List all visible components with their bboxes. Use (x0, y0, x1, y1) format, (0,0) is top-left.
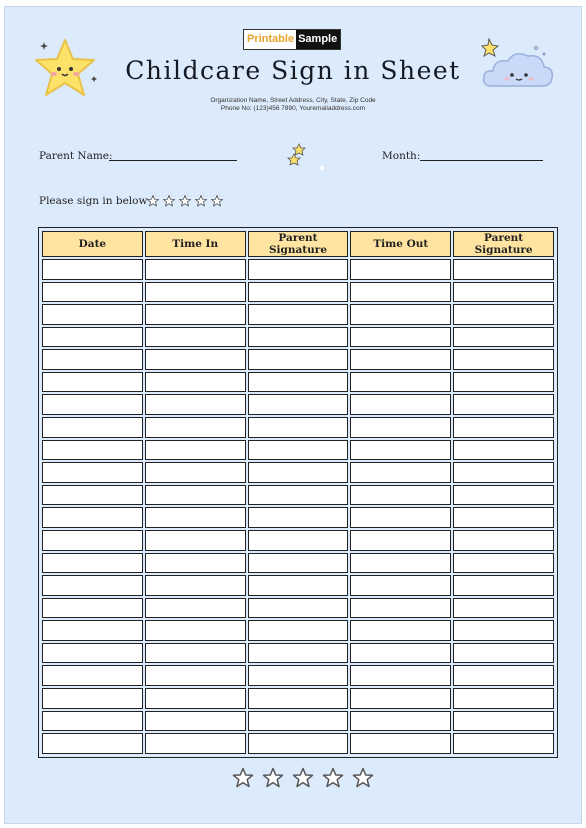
table-cell[interactable] (42, 507, 143, 528)
table-row (42, 665, 554, 686)
page-title: Childcare Sign in Sheet (125, 56, 461, 85)
table-cell[interactable] (453, 620, 554, 641)
table-cell[interactable] (453, 688, 554, 709)
table-cell[interactable] (350, 530, 451, 551)
table-cell[interactable] (248, 349, 349, 370)
table-cell[interactable] (145, 259, 246, 280)
table-cell[interactable] (42, 598, 143, 619)
table-row (42, 620, 554, 641)
table-cell[interactable] (42, 665, 143, 686)
table-cell[interactable] (248, 485, 349, 506)
table-cell[interactable] (350, 507, 451, 528)
star-outline-icon (210, 194, 224, 208)
table-cell[interactable] (42, 733, 143, 754)
table-cell[interactable] (350, 440, 451, 461)
table-cell[interactable] (453, 553, 554, 574)
table-row (42, 733, 554, 754)
table-cell[interactable] (248, 598, 349, 619)
table-cell[interactable] (350, 688, 451, 709)
table-cell[interactable] (145, 620, 246, 641)
month-line[interactable] (420, 160, 543, 161)
table-cell[interactable] (145, 485, 246, 506)
table-cell[interactable] (453, 530, 554, 551)
table-cell[interactable] (248, 733, 349, 754)
organization-address: Organization Name, Street Address, City, State, Zip Code (210, 97, 376, 104)
table-cell[interactable] (145, 711, 246, 732)
star-outline-icon (321, 766, 345, 790)
table-cell[interactable] (453, 259, 554, 280)
table-cell[interactable] (248, 440, 349, 461)
organization-contact: Phone No: (123)456 7890, Youremailaddress.com (220, 105, 366, 112)
table-cell[interactable] (350, 417, 451, 438)
table-row (42, 417, 554, 438)
table-cell[interactable] (145, 665, 246, 686)
table-cell[interactable] (42, 485, 143, 506)
table-cell[interactable] (248, 620, 349, 641)
star-outline-icon (351, 766, 375, 790)
table-row (42, 282, 554, 303)
bottom-star-row (231, 766, 375, 790)
table-cell[interactable] (453, 665, 554, 686)
table-cell[interactable] (248, 304, 349, 325)
table-cell[interactable] (42, 282, 143, 303)
table-cell[interactable] (248, 417, 349, 438)
table-cell[interactable] (453, 440, 554, 461)
table-cell[interactable] (42, 440, 143, 461)
table-cell[interactable] (248, 711, 349, 732)
table-cell[interactable] (248, 507, 349, 528)
table-row (42, 372, 554, 393)
table-cell[interactable] (248, 688, 349, 709)
table-cell[interactable] (350, 643, 451, 664)
table-cell[interactable] (350, 304, 451, 325)
printable-sample-logo (243, 29, 341, 50)
table-cell[interactable] (145, 575, 246, 596)
table-cell[interactable] (145, 598, 246, 619)
table-cell[interactable] (145, 394, 246, 415)
table-cell[interactable] (453, 598, 554, 619)
table-cell[interactable] (453, 485, 554, 506)
star-outline-icon (291, 766, 315, 790)
table-cell[interactable] (453, 462, 554, 483)
table-cell[interactable] (145, 440, 246, 461)
table-cell[interactable] (248, 282, 349, 303)
table-cell[interactable] (248, 575, 349, 596)
table-cell[interactable] (42, 259, 143, 280)
star-outline-icon (194, 194, 208, 208)
table-cell[interactable] (42, 327, 143, 348)
table-cell[interactable] (453, 394, 554, 415)
table-cell[interactable] (453, 733, 554, 754)
table-row (42, 530, 554, 551)
table-cell[interactable] (350, 372, 451, 393)
table-cell[interactable] (453, 507, 554, 528)
table-cell[interactable] (42, 643, 143, 664)
table-cell[interactable] (350, 327, 451, 348)
table-cell[interactable] (42, 349, 143, 370)
table-cell[interactable] (350, 665, 451, 686)
table-cell[interactable] (248, 372, 349, 393)
table-cell[interactable] (42, 530, 143, 551)
table-cell[interactable] (42, 304, 143, 325)
table-row (42, 349, 554, 370)
table-row (42, 304, 554, 325)
table-row (42, 327, 554, 348)
table-cell[interactable] (453, 327, 554, 348)
table-cell[interactable] (453, 372, 554, 393)
table-cell[interactable] (42, 553, 143, 574)
table-cell[interactable] (145, 372, 246, 393)
table-cell[interactable] (350, 598, 451, 619)
column-header-time-out: Time Out (350, 231, 451, 257)
column-header-parent-signature-out: Parent Signature (453, 231, 554, 257)
table-row (42, 711, 554, 732)
table-cell[interactable] (145, 530, 246, 551)
table-cell[interactable] (42, 462, 143, 483)
table-cell[interactable] (42, 417, 143, 438)
star-outline-icon (178, 194, 192, 208)
table-cell[interactable] (453, 349, 554, 370)
table-cell[interactable] (145, 304, 246, 325)
table-cell[interactable] (350, 259, 451, 280)
table-cell[interactable] (350, 282, 451, 303)
table-cell[interactable] (248, 462, 349, 483)
table-cell[interactable] (145, 643, 246, 664)
table-row (42, 394, 554, 415)
star-outline-icon (261, 766, 285, 790)
table-cell[interactable] (248, 394, 349, 415)
table-row (42, 462, 554, 483)
table-cell[interactable] (145, 349, 246, 370)
table-cell[interactable] (453, 575, 554, 596)
table-cell[interactable] (350, 733, 451, 754)
table-cell[interactable] (145, 417, 246, 438)
signin-instruction: Please sign in below (39, 195, 148, 207)
table-cell[interactable] (248, 259, 349, 280)
table-cell[interactable] (42, 394, 143, 415)
table-cell[interactable] (145, 507, 246, 528)
table-cell[interactable] (350, 575, 451, 596)
table-cell[interactable] (350, 394, 451, 415)
star-outline-icon (231, 766, 255, 790)
table-cell[interactable] (248, 327, 349, 348)
column-header-time-in: Time In (145, 231, 246, 257)
parent-name-line[interactable] (109, 160, 237, 161)
table-cell[interactable] (248, 643, 349, 664)
table-row (42, 259, 554, 280)
table-cell[interactable] (42, 711, 143, 732)
table-row (42, 643, 554, 664)
column-header-date: Date (42, 231, 143, 257)
table-cell[interactable] (145, 733, 246, 754)
table-cell[interactable] (42, 620, 143, 641)
table-cell[interactable] (42, 575, 143, 596)
parent-name-label: Parent Name: (39, 150, 113, 162)
table-cell[interactable] (453, 711, 554, 732)
star-outline-icon (146, 194, 160, 208)
table-row (42, 688, 554, 709)
table-cell[interactable] (248, 530, 349, 551)
table-cell[interactable] (42, 688, 143, 709)
table-row (42, 553, 554, 574)
table-cell[interactable] (453, 304, 554, 325)
table-cell[interactable] (145, 282, 246, 303)
table-header-row (42, 231, 554, 257)
signin-table (38, 227, 558, 758)
month-label: Month: (382, 150, 421, 162)
table-cell[interactable] (350, 462, 451, 483)
table-cell[interactable] (248, 553, 349, 574)
table-cell[interactable] (453, 643, 554, 664)
small-star-row (146, 194, 224, 208)
table-row (42, 575, 554, 596)
table-row (42, 598, 554, 619)
logo-part1: Printable (244, 30, 296, 49)
table-cell[interactable] (145, 327, 246, 348)
star-outline-icon (162, 194, 176, 208)
sparkle-stars-icon (284, 140, 330, 174)
logo-part2: Sample (296, 30, 340, 49)
table-cell[interactable] (248, 665, 349, 686)
table-cell[interactable] (42, 372, 143, 393)
table-body (42, 259, 554, 754)
table-cell[interactable] (350, 349, 451, 370)
table-cell[interactable] (453, 282, 554, 303)
table-cell[interactable] (145, 553, 246, 574)
table-cell[interactable] (350, 485, 451, 506)
table-row (42, 440, 554, 461)
table-row (42, 507, 554, 528)
table-row (42, 485, 554, 506)
table-cell[interactable] (453, 417, 554, 438)
table-cell[interactable] (145, 688, 246, 709)
table-cell[interactable] (350, 553, 451, 574)
column-header-parent-signature-in: Parent Signature (248, 231, 349, 257)
table-cell[interactable] (350, 711, 451, 732)
table-cell[interactable] (145, 462, 246, 483)
table-cell[interactable] (350, 620, 451, 641)
